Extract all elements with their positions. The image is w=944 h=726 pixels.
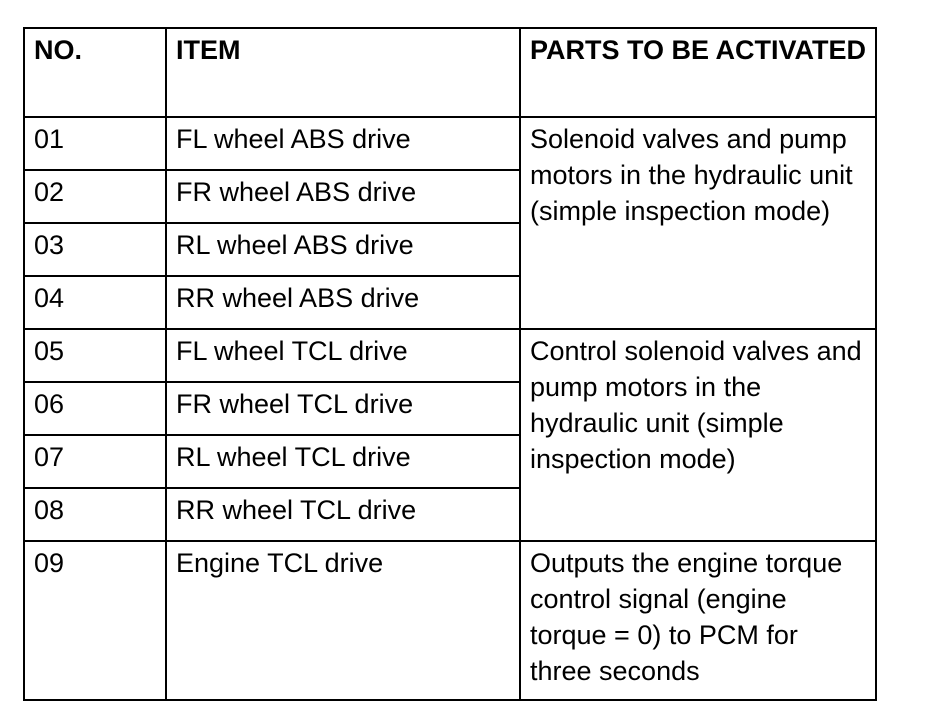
cell-item: Engine TCL drive [166,541,520,700]
actuator-test-table [23,27,877,701]
cell-parts-engine [520,541,876,700]
cell-item: RR wheel TCL drive [166,488,520,541]
parts-engine-text: Outputs the engine torque control signal (engine torque = 0) to PCM for three seconds [530,548,843,686]
table-row [24,117,876,170]
cell-no: 06 [24,382,166,435]
header-row [24,28,876,117]
cell-item: RL wheel TCL drive [166,435,520,488]
cell-item: FL wheel TCL drive [166,329,520,382]
cell-no: 03 [24,223,166,276]
cell-item: RL wheel ABS drive [166,223,520,276]
cell-item: RR wheel ABS drive [166,276,520,329]
cell-no: 02 [24,170,166,223]
cell-no: 05 [24,329,166,382]
parts-tcl-text: Control solenoid valves and pump motors in the hydraulic unit (simple inspection mode) [530,336,862,474]
cell-item: FR wheel ABS drive [166,170,520,223]
cell-parts-tcl [520,329,876,541]
cell-no: 09 [24,541,166,700]
cell-no: 04 [24,276,166,329]
header-item: ITEM [166,28,520,117]
cell-no: 08 [24,488,166,541]
cell-item: FL wheel ABS drive [166,117,520,170]
table-row [24,329,876,382]
table-row [24,541,876,700]
cell-item: FR wheel TCL drive [166,382,520,435]
header-no: NO. [24,28,166,117]
header-parts-to-be-activated: PARTS TO BE ACTIVATED [520,28,876,117]
cell-no: 01 [24,117,166,170]
cell-no: 07 [24,435,166,488]
parts-abs-text: Solenoid valves and pump motors in the hydraulic unit (simple inspection mode) [530,124,853,226]
cell-parts-abs [520,117,876,329]
